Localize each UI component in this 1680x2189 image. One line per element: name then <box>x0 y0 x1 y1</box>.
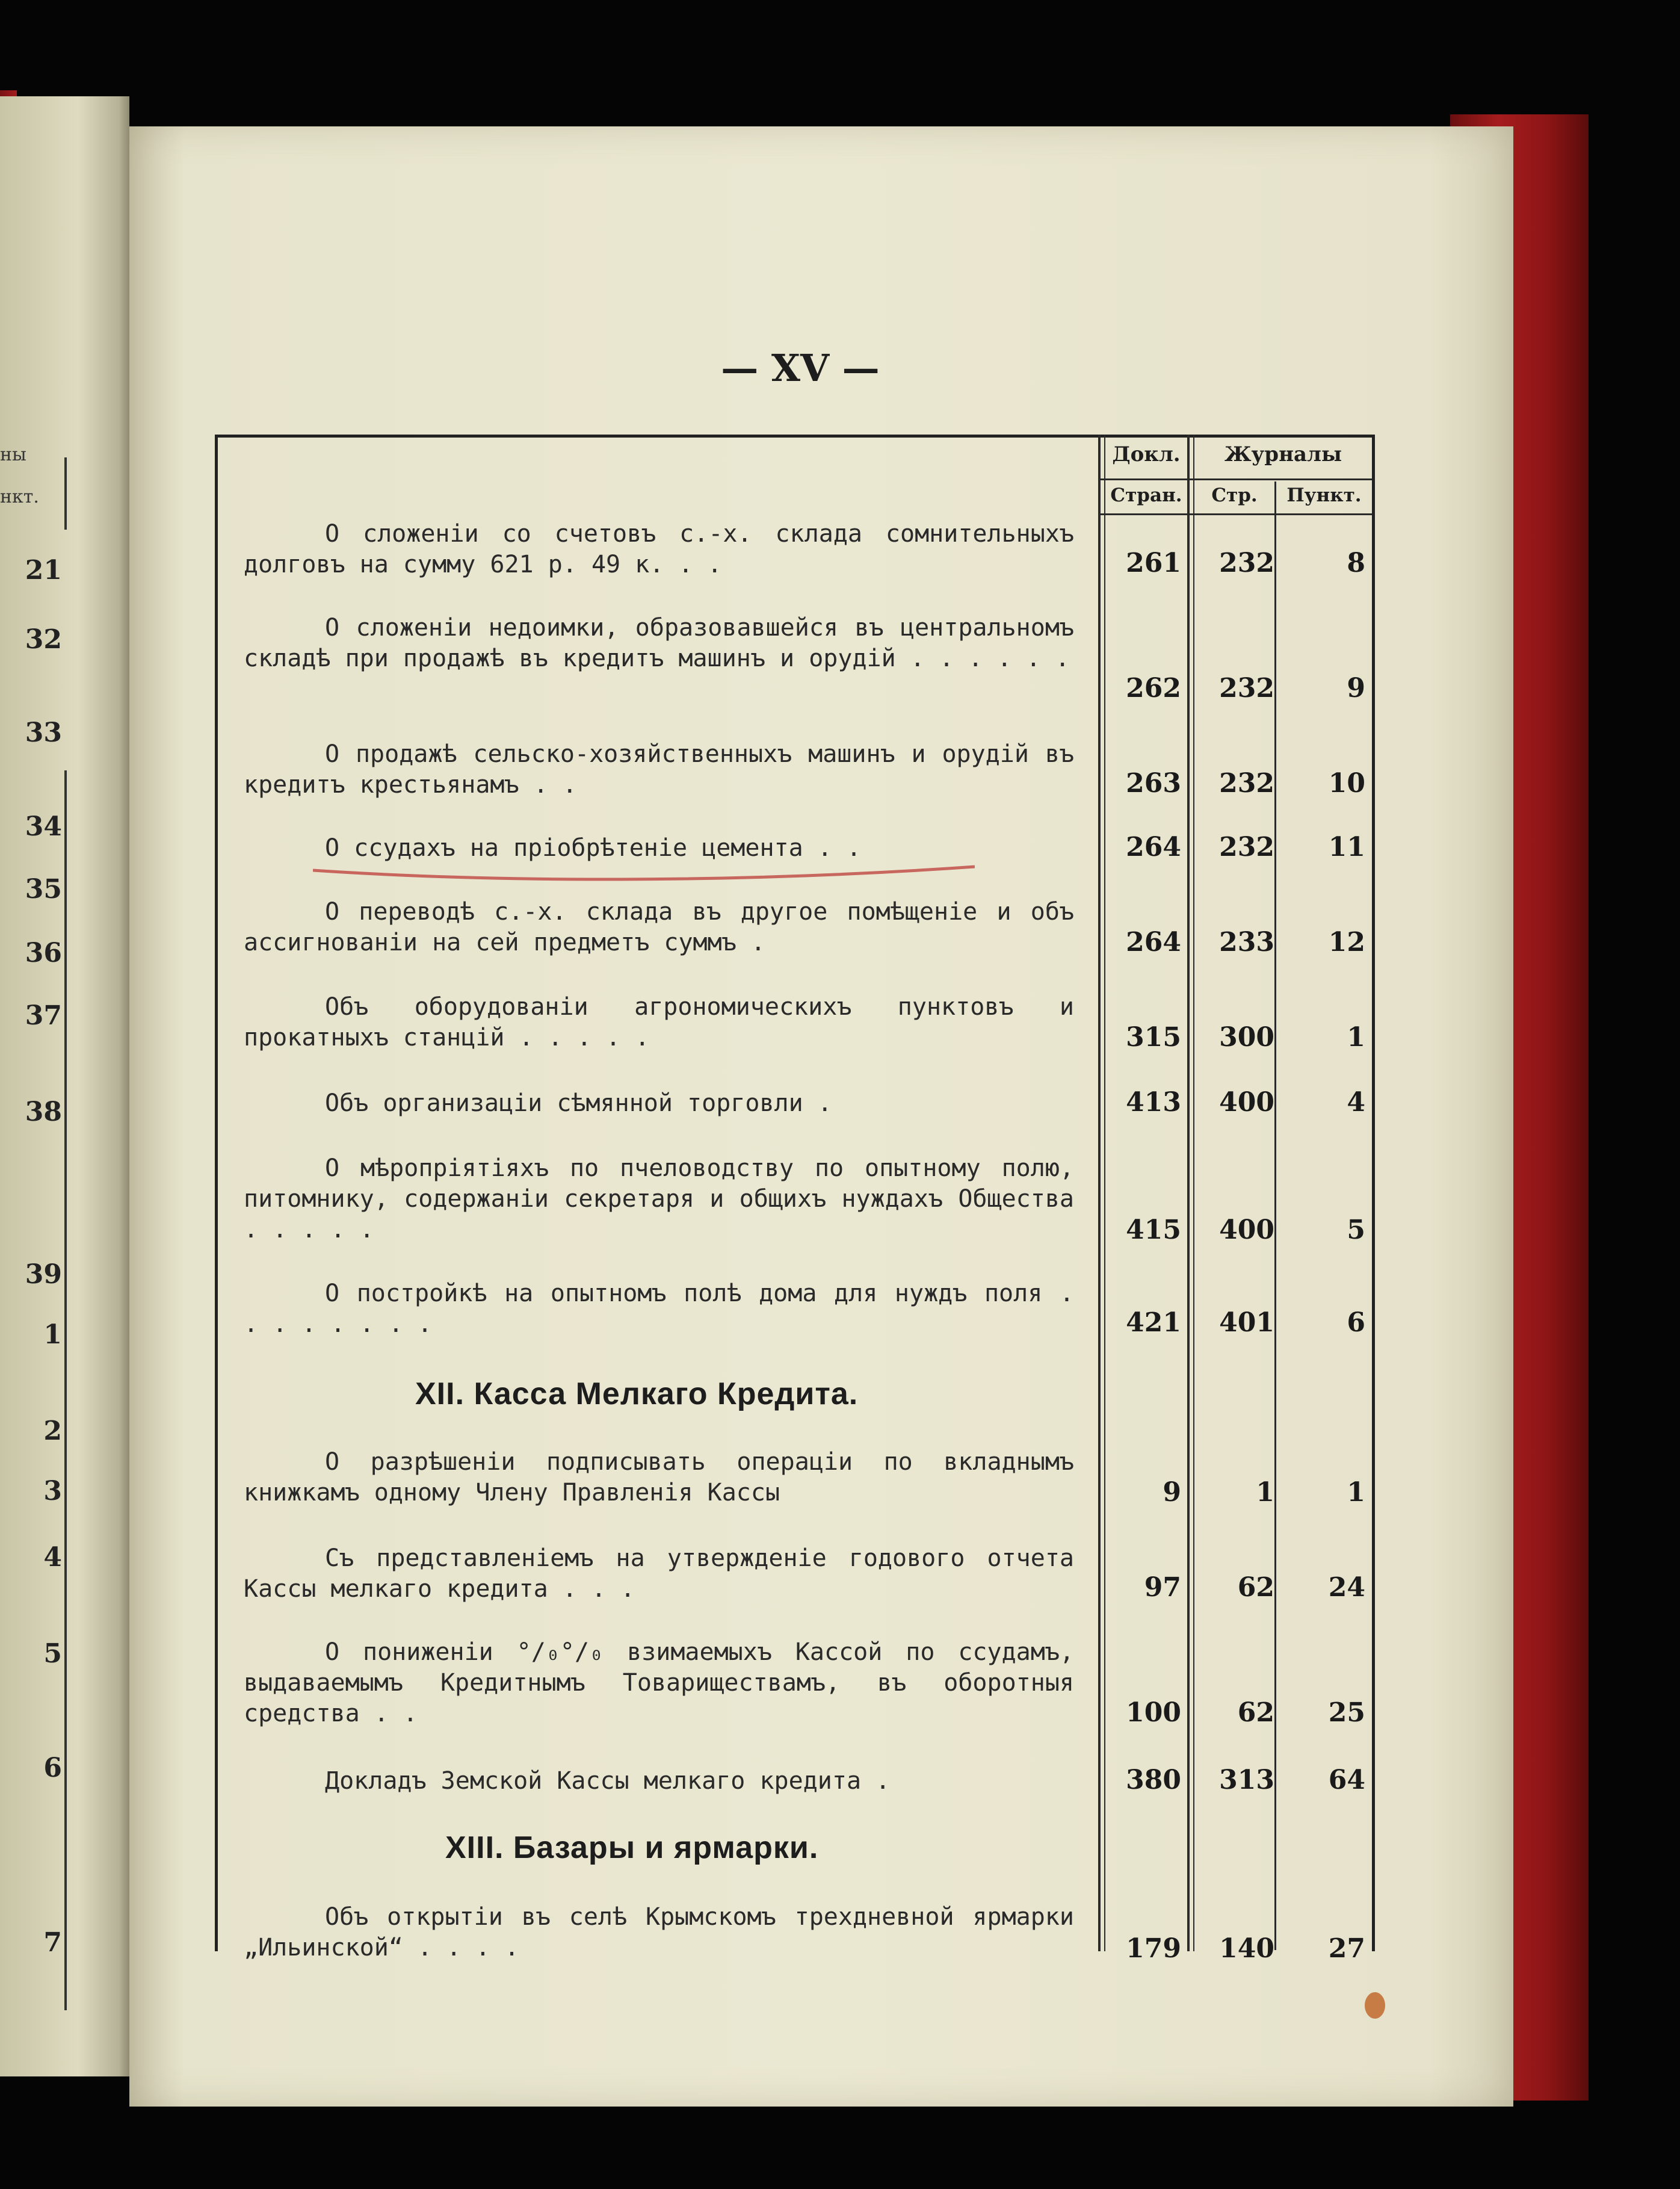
entry-text: Докладъ Земской Кассы мелкаго кредита . <box>325 1767 891 1795</box>
entry-text: О ссудахъ на прiобрѣтенiе цемента . . <box>325 834 862 862</box>
entry-dokl: 262 <box>1126 673 1181 704</box>
entry-dokl: 261 <box>1126 548 1181 578</box>
header-rule <box>1101 513 1372 515</box>
left-page-number: 5 <box>43 1638 62 1669</box>
left-page-edge <box>0 96 129 2076</box>
entry-str: 300 <box>1219 1022 1274 1053</box>
left-page-number: 32 <box>25 624 62 655</box>
entry-str: 400 <box>1219 1215 1274 1245</box>
table-top-rule <box>215 435 1375 438</box>
entry-text: О продажѣ сельско-хозяйственныхъ машинъ и орудiй въ кредитъ крестьянамъ . . <box>244 740 1074 799</box>
entry-dokl: 263 <box>1126 768 1181 799</box>
left-page-number: 35 <box>25 874 62 905</box>
entry-dokl: 264 <box>1126 832 1181 862</box>
entry-punkt: 5 <box>1347 1215 1365 1245</box>
header-rule <box>1101 478 1372 480</box>
section-heading: XIII. Базары и ярмарки. <box>445 1830 819 1865</box>
entry-text: Объ открытiи въ селѣ Крымскомъ трехдневной ярмарки „Ильинской“ . . . . <box>244 1903 1074 1961</box>
column-header-stran: Стран. <box>1110 485 1182 506</box>
entry-dokl: 9 <box>1163 1477 1181 1508</box>
entry-punkt: 27 <box>1328 1933 1365 1964</box>
entry-punkt: 12 <box>1328 927 1365 958</box>
page-number: — XV — <box>721 346 880 390</box>
entry-str: 401 <box>1219 1307 1274 1338</box>
entry-dokl: 264 <box>1126 927 1181 958</box>
entry-text: О переводѣ с.-х. склада въ другое помѣщенiе и объ ассигнованiи на сей предметъ суммъ . <box>244 898 1074 956</box>
entry-dokl: 421 <box>1126 1307 1181 1338</box>
entry-punkt: 10 <box>1328 768 1365 799</box>
entry-str: 233 <box>1219 927 1274 958</box>
column-header-dokl: Докл. <box>1112 442 1181 466</box>
entry-text: Объ организацiи сѣмянной торговли . <box>325 1089 832 1117</box>
entry-str: 232 <box>1219 673 1274 704</box>
left-page-number: 34 <box>25 811 62 842</box>
table-right-rule <box>1372 435 1375 1951</box>
paper-stain <box>1365 1992 1385 2019</box>
entry-text: Объ оборудованiи агрономическихъ пунктовъ и прокатныхъ станцiй . . . . . <box>244 993 1074 1051</box>
entry-dokl: 97 <box>1144 1572 1181 1603</box>
entry-dokl: 100 <box>1126 1697 1181 1728</box>
entry-text: О постройкѣ на опытномъ полѣ дома для нуждъ поля . . . . . . . . <box>244 1280 1074 1338</box>
entry-punkt: 11 <box>1328 832 1365 862</box>
entry-punkt: 9 <box>1347 673 1365 704</box>
entry-str: 62 <box>1237 1572 1274 1603</box>
entry-text: Съ представленiемъ на утвержденiе годового отчета Кассы мелкаго кредита . . . <box>244 1544 1074 1603</box>
left-page-number: 1 <box>43 1319 62 1350</box>
entry-text: О сложенiи недоимки, образовавшейся въ центральномъ складѣ при продажѣ въ кредитъ машинъ и орудiй . . . . . . <box>244 614 1074 672</box>
section-heading: XII. Касса Мелкаго Кредита. <box>415 1376 859 1411</box>
entry-punkt: 8 <box>1347 548 1365 578</box>
entry-text: О пониженiи °/₀°/₀ взимаемыхъ Кассой по ссудамъ, выдаваемымъ Кредитнымъ Товариществамъ, въ оборотныя средства . . <box>244 1638 1074 1727</box>
left-page-number: 38 <box>25 1097 62 1127</box>
entry-text: О разрѣшенiи подписывать операцiи по вкладнымъ книжкамъ одному Члену Правленiя Кассы <box>244 1448 1074 1506</box>
column-rule <box>1098 435 1101 1951</box>
column-header-zhurnaly: Журналы <box>1224 442 1342 466</box>
entry-str: 140 <box>1219 1933 1274 1964</box>
entry-text: О сложенiи со счетовъ с.-х. склада сомнительныхъ долговъ на сумму 621 р. 49 к. . . <box>244 520 1074 578</box>
left-page-fragment: ны <box>0 444 26 465</box>
entry-punkt: 1 <box>1347 1022 1365 1053</box>
left-page-number: 2 <box>43 1416 62 1446</box>
left-page-number: 39 <box>25 1259 62 1290</box>
entry-str: 1 <box>1256 1477 1274 1508</box>
table-left-rule <box>215 435 218 1951</box>
left-page-rule <box>64 770 67 2010</box>
entry-punkt: 6 <box>1347 1307 1365 1338</box>
entry-dokl: 380 <box>1126 1765 1181 1795</box>
entry-dokl: 415 <box>1126 1215 1181 1245</box>
entry-punkt: 4 <box>1347 1087 1365 1118</box>
entry-text: О мѣропрiятiяхъ по пчеловодству по опытному полю, питомнику, содержанiи секретаря и общихъ нуждахъ Общества . . . . . <box>244 1154 1074 1243</box>
entry-str: 62 <box>1237 1697 1274 1728</box>
column-header-str: Стр. <box>1211 485 1258 506</box>
entry-dokl: 315 <box>1126 1022 1181 1053</box>
column-rule <box>1187 435 1190 1951</box>
entry-punkt: 1 <box>1347 1477 1365 1508</box>
entry-str: 232 <box>1219 832 1274 862</box>
entry-punkt: 24 <box>1328 1572 1365 1603</box>
pencil-underline <box>313 859 975 884</box>
left-page-fragment: нкт. <box>0 486 39 507</box>
entry-punkt: 25 <box>1328 1697 1365 1728</box>
left-page-number: 7 <box>43 1927 62 1958</box>
entry-str: 313 <box>1219 1765 1274 1795</box>
left-page-number: 4 <box>43 1542 62 1573</box>
entry-dokl: 179 <box>1126 1933 1181 1964</box>
left-page-number: 36 <box>25 938 62 968</box>
column-header-punkt: Пункт. <box>1286 485 1362 506</box>
left-page-number: 6 <box>43 1753 62 1783</box>
left-page-number: 3 <box>43 1476 62 1506</box>
left-page-number: 33 <box>25 717 62 748</box>
left-page-number: 21 <box>25 555 62 586</box>
entry-str: 232 <box>1219 768 1274 799</box>
left-page-number: 37 <box>25 1000 62 1031</box>
entry-str: 400 <box>1219 1087 1274 1118</box>
entry-str: 232 <box>1219 548 1274 578</box>
left-page-rule <box>64 457 67 530</box>
entry-dokl: 413 <box>1126 1087 1181 1118</box>
entry-punkt: 64 <box>1328 1765 1365 1795</box>
